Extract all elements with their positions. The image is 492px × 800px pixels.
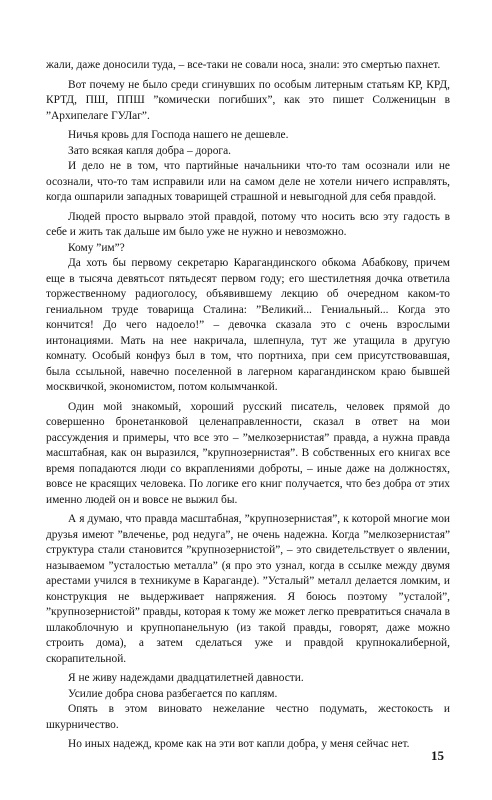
paragraph-3: Ничья кровь для Господа нашего не дешевле. <box>68 129 289 141</box>
paragraph-4: Зато всякая капля добра – дорога. <box>68 144 231 157</box>
paragraph-13: Опять в этом виновато нежелание честно подумать, жестокость и шкурничество. <box>46 703 450 731</box>
paragraph-12: Усилие добра снова разбегается по каплям. <box>68 687 278 700</box>
page-body <box>46 58 450 753</box>
page-number: 15 <box>431 748 444 763</box>
paragraph-10: А я думаю, что правда масштабная, ”крупнозернистая”, к которой многие мои друзья имеют ”влеченье, род недуга”, не очень надежна. Когда ”мелкозернистая” структура стали становится ”крупнозернистой”, – это свидетельствует о явлении, называемом ”усталостью металла” (я про это узнал, когда в ссылке между двумя арестами учился в техникуме в Караганде). ”Усталый” металл делается ломким, и конструкция не выдерживает напряжения. Я боюсь поэтому ”усталой”, ”крупнозернистой” правды, которая к тому же может легко превратиться сначала в шлакоблочную и крупнопанельную (из такой правды, говорят, даже можно строить дома), а затем сделаться уже и правдой крупнокалиберной, скорапительной. <box>46 513 450 665</box>
paragraph-8: Да хоть бы первому секретарю Карагандинского обкома Абабкову, причем еще в тысяча девятьсот пятьдесят первом году; его шестилетняя дочка ответила торжественному радиоголосу, объявившему лекцию об очередном каком-то гениальном труде товарища Сталина: ”Великий... Гениальный... Когда это кончится! До чего надоело!” – девочка сказала это с очень взрослыми интонациями. Мать на нее накричала, шлепнула, тут же утащила в другую комнату. Особый конфуз был в том, что портниха, при сем присутствовавшая, была ссыльной, навечно поселенной в лагерном карагандинском краю бывшей москвичкой, экономистом, потом колымчанкой. <box>46 257 450 393</box>
paragraph-9: Один мой знакомый, хороший русский писатель, человек прямой до совершенно бронетанковой целенаправленности, сказал в ответ на мои рассуждения и примеры, что все это – ”мелкозернистая” правда, а нужна правда масштабная, как он выразился, ”крупнозернистая”. В собственных его книгах все время попадаются люди со вкраплениями доброты, – иные даже на должностях, вовсе не красящих человека. По логике его книг получается, что без добра от этих именно людей он и вовсе не выжил бы. <box>46 400 450 506</box>
paragraph-14: Но иных надежд, кроме как на эти вот капли добра, у меня сейчас нет. <box>68 738 410 750</box>
paragraph-2: Вот почему не было среди сгинувших по особым литерным статьям КР, КРД, КРТД, ПШ, ППШ ”комически погибших”, как это пишет Солженицын в ”Архипелаге ГУЛаг”. <box>46 78 450 122</box>
paragraph-1: жали, даже доносили туда, – все-таки не совали носа, знали: это смертью пахнет. <box>46 59 441 71</box>
paragraph-6: Людей просто вырвало этой правдой, потому что носить всю эту гадость в себе и жить так дальше им было уже не нужно и невозможно. <box>46 210 450 238</box>
paragraph-11: Я не живу надеждами двадцатилетней давности. <box>68 672 304 684</box>
paragraph-7: Кому ”им”? <box>68 241 125 254</box>
paragraph-5: И дело не в том, что партийные начальники что-то там осознали или не осознали, что-то там исправили или на самом деле не хотели ничего исправлять, когда ошпарили западных товарищей страшной и невыгодной для себя правдой. <box>46 160 450 203</box>
